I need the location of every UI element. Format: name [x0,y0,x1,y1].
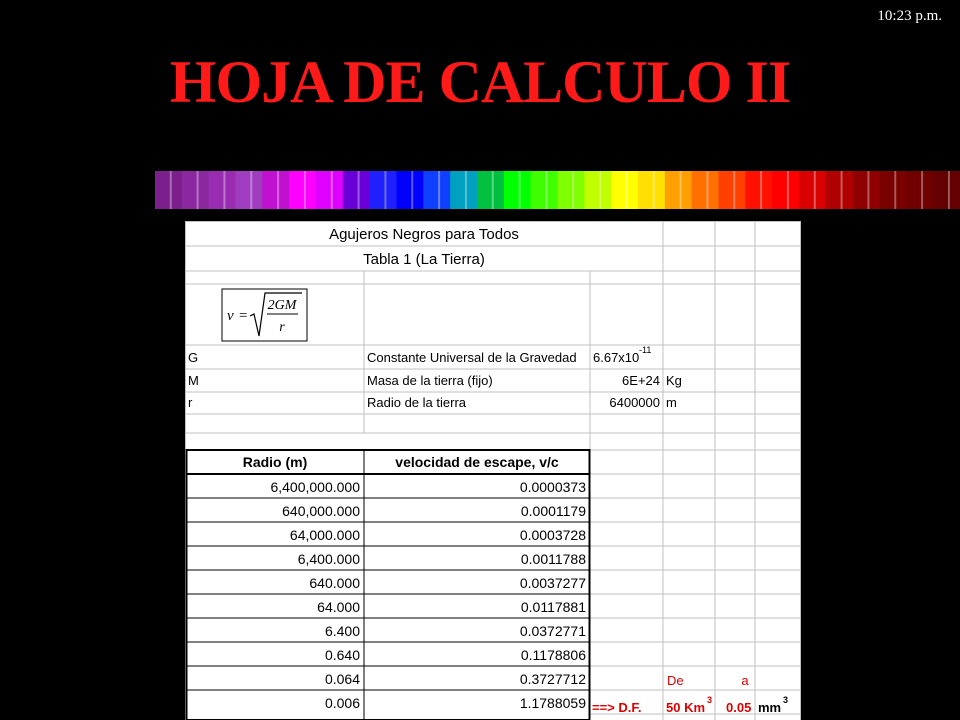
svg-text:=: = [239,308,248,324]
spectrum-segment [504,171,531,209]
spectrum-highlight [653,171,655,209]
cell-velocity: 0.0011788 [520,551,586,567]
spectrum-highlight [438,171,440,209]
spectrum-highlight [706,171,708,209]
note-de: De [667,673,684,688]
spectrum-highlight [384,171,386,209]
cell-velocity: 0.1178806 [520,647,586,663]
spectrum-highlight [277,171,279,209]
cell-radius: 640.000 [309,575,360,591]
note-arrow: ==> D.F. [592,700,642,715]
spectrum-segment [558,171,585,209]
spectrum-highlight [223,171,225,209]
cell-radius: 6,400.000 [297,551,360,567]
spectrum-segment [343,171,370,209]
spectrum-highlight [867,171,869,209]
sheet-title: Agujeros Negros para Todos [329,226,519,243]
spectrum-segment [423,171,450,209]
cell-velocity: 0.0001179 [520,503,586,519]
spectrum-segment [584,171,611,209]
cell-radius: 0.064 [324,671,360,687]
cell-radius: 64.000 [317,599,360,615]
constant-row-g [188,345,651,365]
note-from-value: 50 Km [666,700,706,715]
spectrum-segment [853,171,880,209]
svg-text:m: m [666,395,677,410]
constant-row-r [188,395,677,410]
spectrum-highlight [680,171,682,209]
cell-velocity: 0.0003728 [519,527,586,543]
spectrum-highlight [948,171,950,209]
constant-row-m [188,373,682,388]
cell-velocity: 0.0037277 [519,575,586,591]
spreadsheet [185,221,801,720]
spectrum-highlight [331,171,333,209]
svg-text:6E+24: 6E+24 [622,373,660,388]
cell-velocity: 0.0117881 [520,599,586,615]
spectrum-segment [236,171,263,209]
spectrum-highlight [304,171,306,209]
spectrum-highlight [572,171,574,209]
spectrum-highlight [170,171,172,209]
spectrum-segment [370,171,397,209]
cell-velocity: 1.1788059 [519,695,586,711]
cell-radius: 0.640 [324,647,360,663]
spectrum-highlight [626,171,628,209]
spectrum-segment [719,171,746,209]
spectrum-highlight [250,171,252,209]
svg-text:r: r [279,320,285,335]
svg-text:2GM: 2GM [267,298,297,313]
column-header-radius: Radio (m) [242,454,308,470]
escape-velocity-formula [222,289,307,341]
svg-text:3: 3 [783,695,789,705]
spectrum-segment [477,171,504,209]
spectrum-highlight [492,171,494,209]
svg-text:Radio de la tierra: Radio de la tierra [367,395,466,410]
spectrum-highlight [519,171,521,209]
spectrum-segment [772,171,799,209]
spectrum-highlight [197,171,199,209]
note-to-value: 0.05 [726,700,752,715]
spectrum-highlight [545,171,547,209]
cell-radius: 0.006 [324,695,360,711]
spectrum-bar [155,171,960,209]
cell-radius: 64,000.000 [289,527,360,543]
spectrum-segment [182,171,209,209]
spectrum-segment [611,171,638,209]
spectrum-segment [692,171,719,209]
spectrum-segment [826,171,853,209]
spectrum-segment [665,171,692,209]
svg-text:6.67x10: 6.67x10 [593,350,640,365]
svg-text:6400000: 6400000 [609,395,660,410]
cell-radius: 640,000.000 [282,503,360,519]
spectrum-highlight [733,171,735,209]
svg-text:-11: -11 [639,345,652,355]
spectrum-segment [316,171,343,209]
spectrum-highlight [814,171,816,209]
spectrum-highlight [921,171,923,209]
svg-text:v: v [227,308,234,324]
cell-velocity: 0.0000373 [519,479,586,495]
spectrum-segment [289,171,316,209]
spectrum-highlight [599,171,601,209]
conversion-note [592,673,788,715]
spectrum-highlight [894,171,896,209]
spectrum-segment [531,171,558,209]
table-title: Tabla 1 (La Tierra) [363,251,485,268]
clock: 10:23 p.m. [877,8,942,24]
note-to-unit: mm [758,700,782,715]
spectrum-segment [933,171,960,209]
spectrum-segment [638,171,665,209]
svg-text:Constante Universal de la Grav: Constante Universal de la Gravedad [367,350,577,365]
cell-velocity: 0.0372771 [519,623,586,639]
svg-text:Kg: Kg [666,373,682,388]
spectrum-highlight [358,171,360,209]
spectrum-segment [155,171,182,209]
spectrum-highlight [465,171,467,209]
spectrum-highlight [787,171,789,209]
column-header-velocity: velocidad de escape, v/c [395,454,559,470]
svg-text:3: 3 [707,695,713,705]
spectrum-segment [745,171,772,209]
spectrum-highlight [411,171,413,209]
note-a: a [741,673,749,688]
spectrum-segment [262,171,289,209]
spectrum-segment [799,171,826,209]
cell-radius: 6.400 [324,623,360,639]
spectrum-segment [906,171,933,209]
svg-text:M: M [188,373,199,388]
cell-velocity: 0.3727712 [519,671,586,687]
spectrum-segment [397,171,424,209]
spectrum-segment [880,171,907,209]
spectrum-highlight [841,171,843,209]
cell-radius: 6,400,000.000 [270,479,360,495]
spectrum-highlight [760,171,762,209]
results-table [186,450,590,720]
spectrum-segment [450,171,477,209]
svg-text:G: G [188,350,199,365]
spectrum-segment [209,171,236,209]
svg-text:Masa de la tierra (fijo): Masa de la tierra (fijo) [367,373,493,388]
slide-title: HOJA DE CALCULO II [169,49,791,115]
svg-text:r: r [188,395,193,410]
